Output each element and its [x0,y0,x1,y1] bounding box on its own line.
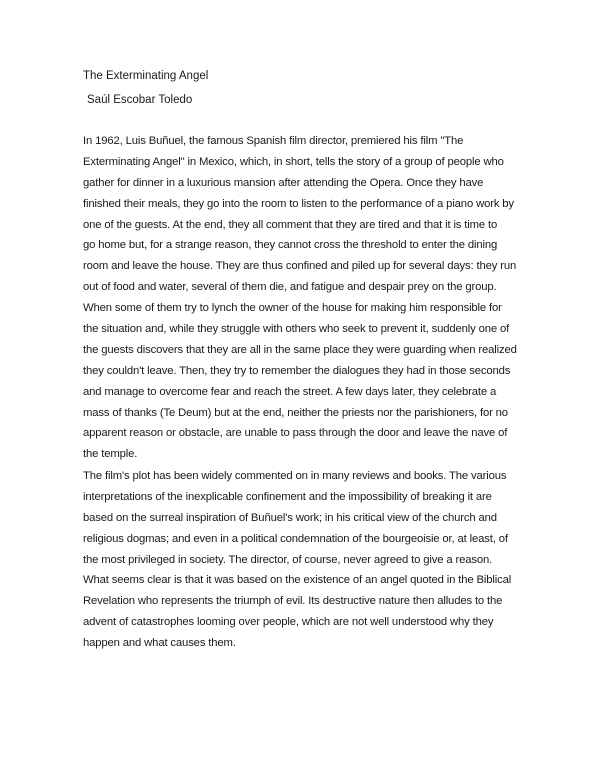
text-line: the guests discovers that they are all in the same place they were guarding when realized [83,343,517,356]
text-line: When some of them try to lynch the owner of the house for making him responsible for [83,302,502,315]
text-line: one of the guests. At the end, they all comment that they are tired and that it is time to [83,218,498,231]
text-line: Revelation who represents the triumph of evil. Its destructive nature then alludes to the [83,595,503,608]
text-line: The film's plot has been widely commented on in many reviews and books. The various [83,470,507,482]
text-line: religious dogmas; and even in a political condemnation of the bourgeoisie or, at least, of [83,532,508,545]
text-line: What seems clear is that it was based on the existence of an angel quoted in the Biblical [83,574,512,587]
text-line: finished their meals, they go into the room to listen to the performance of a piano work by [83,197,514,210]
text-line: the temple. [83,448,138,461]
text-line: happen and what causes them. [83,637,236,650]
text-line: they couldn't leave. Then, they try to remember the dialogues they had in those seconds [83,364,511,377]
text-line: gather for dinner in a luxurious mansion after attending the Opera. Once they have [83,176,484,189]
text-line: based on the surreal inspiration of Buñuel's work; in his critical view of the church and [83,511,497,524]
document-title: The Exterminating Angel [83,70,209,82]
document-author: Saúl Escobar Toledo [87,94,193,106]
paragraph-2 [83,466,523,654]
text-line: the most privileged in society. The director, of course, never agreed to give a reason. [83,553,493,566]
text-line: the situation and, while they struggle with others who seek to prevent it, suddenly one of [83,323,510,336]
text-line: go home but, for a strange reason, they cannot cross the threshold to enter the dining [83,239,498,252]
paragraph-1 [83,131,523,465]
text-line: out of food and water, several of them die, and fatigue and despair prey on the group. [83,281,497,294]
text-line: advent of catastrophes looming over people, which are not well understood why they [83,616,494,629]
text-line: apparent reason or obstacle, are unable to pass through the door and leave the nave of [83,427,508,440]
text-line: In 1962, Luis Buñuel, the famous Spanish film director, premiered his film "The [83,135,464,147]
text-line: mass of thanks (Te Deum) but at the end, neither the priests nor the parishioners, for no [83,406,508,419]
text-line: and manage to overcome fear and reach the street. A few days later, they celebrate a [83,385,497,398]
text-line: interpretations of the inexplicable confinement and the impossibility of breaking it are [83,490,492,503]
text-line: Exterminating Angel" in Mexico, which, in short, tells the story of a group of people who [83,155,504,168]
text-line: room and leave the house. They are thus confined and piled up for several days: they run [83,260,517,273]
